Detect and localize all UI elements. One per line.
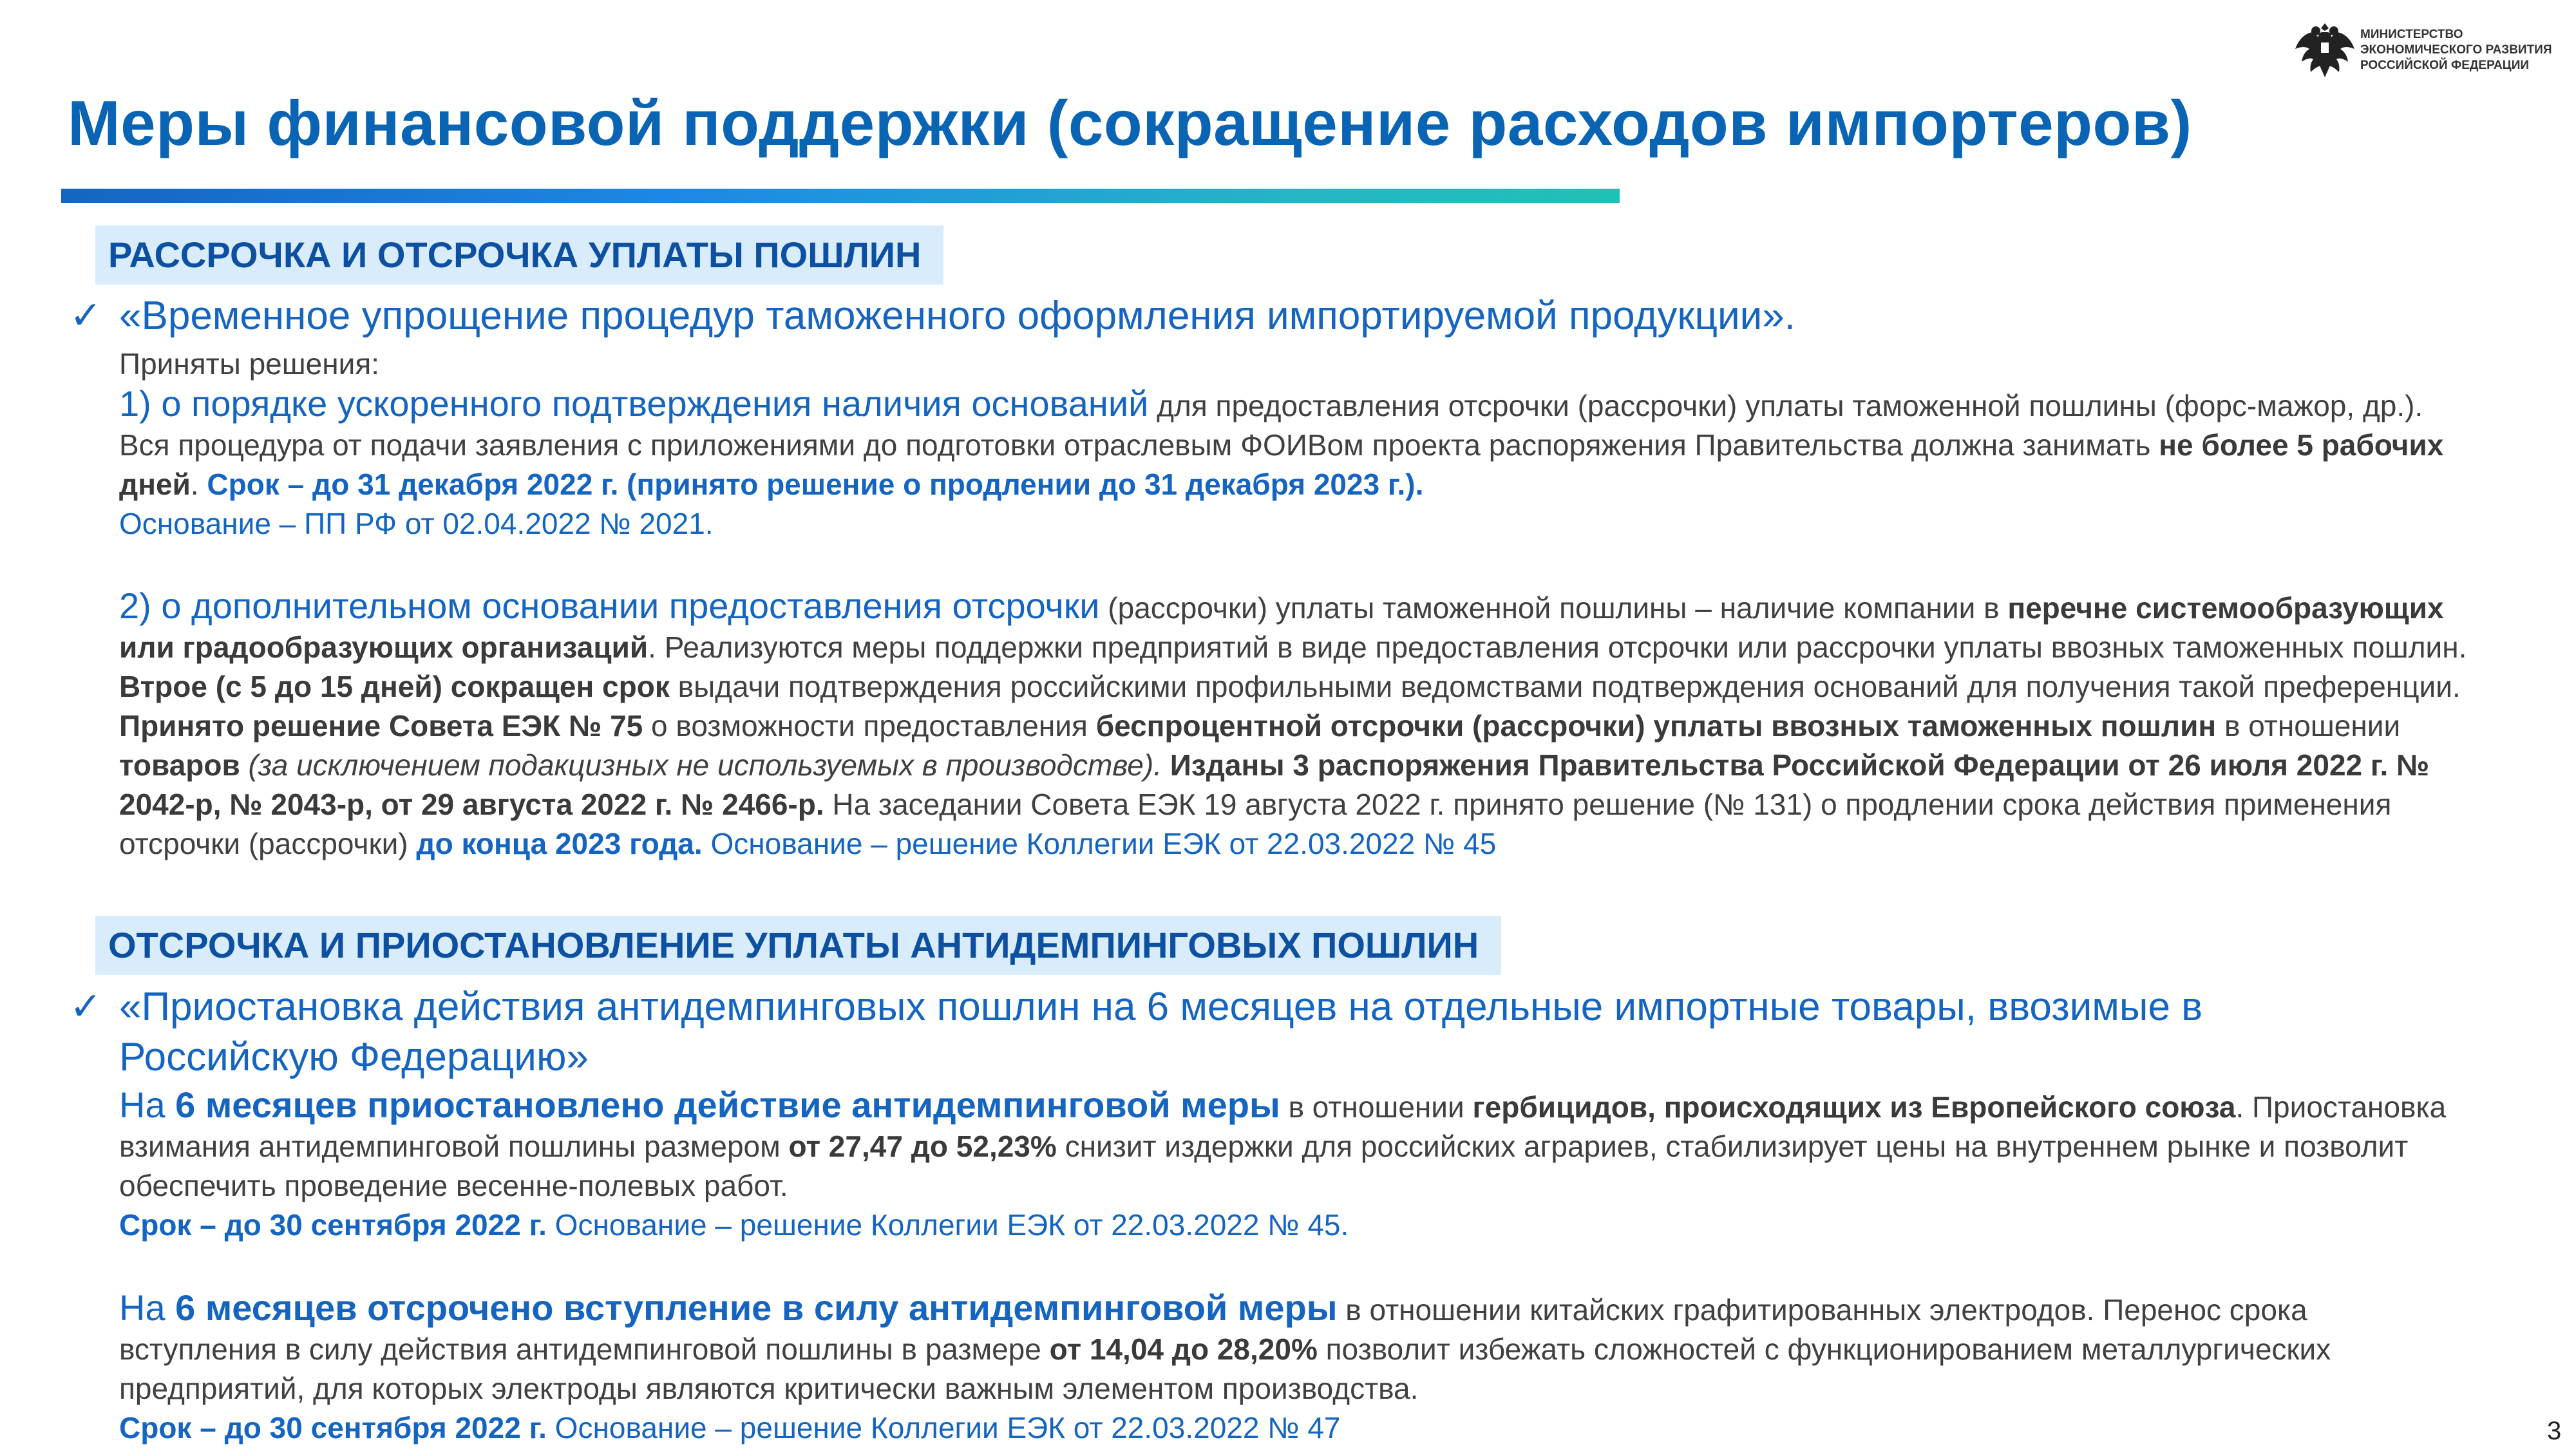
antidumping-item-1: На 6 месяцев приостановлено действие антидемпинговой меры в отношении гербицидов, происходящих из Европейского союза. Приостановка взимания антидемпинговой пошлины размером от 27,47 до 52,23% снизит издержки для российских аграриев, стабилизирует цены на внутреннем рынке и позволит обеспечить проведение весенне-полевых работ. Срок – до 30 сентября 2022 г. Основание – решение Коллегии ЕЭК от 22.03.2022 № 45. [119,1084,2447,1242]
section-heading-installment: РАССРОЧКА И ОТСРОЧКА УПЛАТЫ ПОШЛИН [95,225,943,285]
decision-2-basis: Основание – решение Коллегии ЕЭК от 22.03.2022 № 45 [702,827,1497,860]
page-title: Меры финансовой поддержки (сокращение расходов импортеров) [68,88,2192,158]
section2-quote: «Приостановка действия антидемпинговых пошлин на 6 месяцев на отдельные импортные товары, ввозимые в Российскую Федерацию» [119,985,2203,1079]
decision-1-bold: не более 5 рабочих дней [119,428,2444,501]
decisions-label: Приняты решения: [119,347,380,381]
decision-2-lead: 2) о дополнительном основании предоставления отсрочки [119,585,1100,626]
antidumping-2-lead: 6 месяцев отсрочено вступление в силу антидемпинговой меры [175,1287,1338,1328]
antidumping-1-basis: Основание – решение Коллегии ЕЭК от 22.03.2022 № 45. [546,1208,1349,1242]
page-number: 3 [2547,1417,2562,1445]
ministry-name: МИНИСТЕРСТВО ЭКОНОМИЧЕСКОГО РАЗВИТИЯ РОССИЙСКОЙ ФЕДЕРАЦИИ [2360,28,2552,72]
section-heading-antidumping: ОТСРОЧКА И ПРИОСТАНОВЛЕНИЕ УПЛАТЫ АНТИДЕМПИНГОВЫХ ПОШЛИН [95,916,1501,975]
decision-1-lead: 1) о порядке ускоренного подтверждения наличия оснований [119,383,1149,424]
decision-item-2: 2) о дополнительном основании предоставления отсрочки (рассрочки) уплаты таможенной пошлины – наличие компании в перечне системообразующих или градообразующих организаций. Реализуются меры поддержки предприятий в виде предоставления отсрочки или рассрочки уплаты ввозных таможенных пошлин. Втрое (с 5 до 15 дней) сокращен срок выдачи подтверждения российскими профильными ведомствами подтверждения оснований для получения такой преференции. Принято решение Совета ЕЭК № 75 о возможности предоставления беспроцентной отсрочки (рассрочки) уплаты ввозных таможенных пошлин в отношении товаров (за исключением подакцизных не используемых в производстве). Изданы 3 распоряжения Правительства Российской Федерации от 26 июля 2022 г. № 2042-р, № 2043-р, от 29 августа 2022 г. № 2466-р. На заседании Совета ЕЭК 19 августа 2022 г. принято решение (№ 131) о продлении срока действия применения отсрочки (рассрочки) до конца 2023 года. Основание – решение Коллегии ЕЭК от 22.03.2022 № 45 [119,585,2467,860]
check-icon: ✓ [70,294,102,337]
antidumping-item-2: На 6 месяцев отсрочено вступление в силу антидемпинговой меры в отношении китайских графитированных электродов. Перенос срока вступления в силу действия антидемпинговой пошлины в размере от 14,04 до 28,20% позволит избежать сложностей с функционированием металлургических предприятий, для которых электроды являются критически важным элементом производства. Срок – до 30 сентября 2022 г. Основание – решение Коллегии ЕЭК от 22.03.2022 № 47 [119,1287,2331,1444]
antidumping-2-basis: Основание – решение Коллегии ЕЭК от 22.03.2022 № 47 [546,1411,1341,1444]
decision-1-deadline: Срок – до 31 декабря 2022 г. (принято решение о продлении до 31 декабря 2023 г.). [207,468,1424,501]
antidumping-2-deadline: Срок – до 30 сентября 2022 г. [119,1411,547,1444]
decision-1-basis: Основание – ПП РФ от 02.04.2022 № 2021. [119,507,714,540]
title-underline [61,189,1620,203]
decision-2-deadline: до конца 2023 года. [416,827,703,860]
antidumping-1-deadline: Срок – до 30 сентября 2022 г. [119,1208,547,1242]
antidumping-1-lead: 6 месяцев приостановлено действие антидемпинговой меры [175,1084,1280,1125]
section1-quote: «Временное упрощение процедур таможенного оформления импортируемой продукции». [119,294,1795,338]
decision-item-1: 1) о порядке ускоренного подтверждения наличия оснований для предоставления отсрочки (рассрочки) уплаты таможенной пошлины (форс-мажор, др.). Вся процедура от подачи заявления с приложениями до подготовки отраслевым ФОИВом проекта распоряжения Правительства должна занимать не более 5 рабочих дней. Срок – до 31 декабря 2022 г. (принято решение о продлении до 31 декабря 2023 г.). Основание – ПП РФ от 02.04.2022 № 2021. [119,383,2444,540]
check-icon: ✓ [70,985,102,1028]
